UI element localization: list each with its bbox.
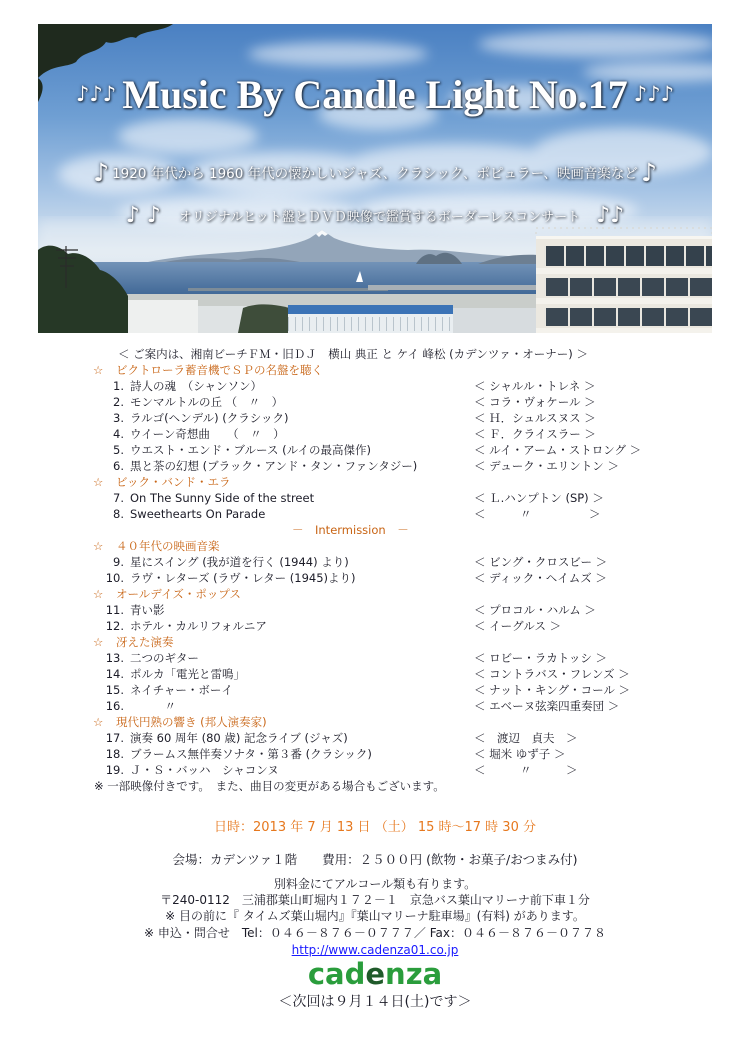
program-item [0, 746, 750, 762]
item-title: 演奏 60 周年 (80 歳) 記念ライブ (ジャズ) [130, 731, 348, 745]
section-heading [0, 474, 750, 490]
section-heading [0, 538, 750, 554]
item-title: 星にスイング (我が道を行く (1944) より) [130, 555, 349, 569]
item-artist: ＜ ディック・ヘイムズ ＞ [474, 571, 607, 585]
item-title: On The Sunny Side of the street [130, 491, 315, 505]
star-icon: ☆ [93, 363, 104, 377]
music-notes-icon: ♪ ♪ [125, 202, 161, 228]
logo-text-part: cad [307, 957, 366, 991]
music-notes-icon: ♪♪ [596, 202, 625, 228]
program-item [0, 426, 750, 442]
intermission-label: － Intermission － [292, 523, 409, 537]
program-item [0, 490, 750, 506]
item-title: ネイチャー・ボーイ [130, 683, 233, 697]
item-number: 6. [113, 459, 124, 473]
section-heading [0, 634, 750, 650]
item-number: 17. [105, 731, 124, 745]
item-number: 3. [113, 411, 124, 425]
event-alcohol-note: 別料金にてアルコール類も有ります。 [273, 877, 477, 891]
item-artist: ＜ Ｆ．クライスラー ＞ [474, 427, 596, 441]
program-item [0, 506, 750, 522]
item-number: 19. [105, 763, 124, 777]
music-note-icon: ♪ [640, 157, 657, 187]
program-item [0, 394, 750, 410]
item-title: ホテル・カルリフォルニア [130, 619, 267, 633]
logo-text-accent: e [365, 957, 386, 991]
event-venue-fee: 会場：カデンツァ１階 費用：２５００円 (飲物・お菓子/おつまみ付) [172, 852, 578, 867]
event-contact: ※ 申込・問合せ Tel：０４６－８７６－０７７７／ Fax：０４６－８７６－０７７８ [144, 926, 606, 940]
item-artist: ＜ デューク・エリントン ＞ [474, 459, 619, 473]
item-title: Ｊ・Ｓ・バッハ シャコンヌ [130, 763, 279, 777]
program-item [0, 650, 750, 666]
title-row [38, 68, 712, 120]
program-item [0, 570, 750, 586]
item-title: ウイーン奇想曲 （ 〃 ） [130, 427, 285, 441]
program-item [0, 410, 750, 426]
subtitle-line-2 [38, 201, 712, 229]
music-notes-icon: ♪♪♪ [633, 82, 675, 106]
item-title: 青い影 [130, 603, 165, 617]
star-icon: ☆ [93, 475, 104, 489]
section-heading [0, 586, 750, 602]
item-artist: ＜ コラ・ヴォケール ＞ [474, 395, 596, 409]
section-title: ビクトローラ蓄音機でＳＰの名盤を聴く [116, 363, 323, 377]
item-artist: ＜ ビング・クロスビー ＞ [474, 555, 608, 569]
item-number: 14. [105, 667, 124, 681]
event-address: 〒240-0112 三浦郡葉山町堀内１７２－１ 京急バス葉山マリーナ前下車１分 [160, 893, 590, 907]
event-date: 日時：2013 年 7 月 13 日 （土） 15 時～17 時 30 分 [214, 820, 536, 835]
item-number: 9. [113, 555, 124, 569]
subtitle-text: オリジナルヒット盤とＤＶＤ映像で鑑賞するボーダーレスコンサート [178, 209, 581, 225]
item-title: ラルゴ(ヘンデル) (クラシック) [130, 411, 289, 425]
program-item [0, 666, 750, 682]
logo-text-part: nza [385, 957, 443, 991]
item-artist: ＜ 〃 ＞ [474, 763, 578, 777]
item-number: 5. [113, 443, 124, 457]
item-number: 16. [105, 699, 124, 713]
item-number: 1. [113, 379, 124, 393]
item-artist: ＜ イーグルス ＞ [474, 619, 562, 633]
website-row [0, 942, 750, 958]
section-heading [0, 362, 750, 378]
item-artist: ＜ シャルル・トレネ ＞ [474, 379, 596, 393]
program-intro [0, 346, 750, 362]
section-heading [0, 714, 750, 730]
item-number: 11. [105, 603, 124, 617]
star-icon: ☆ [93, 715, 104, 729]
section-title: ４０年代の映画音楽 [116, 539, 220, 553]
section-title: オールデイズ・ポップス [116, 587, 241, 601]
intermission [0, 522, 750, 538]
item-number: 4. [113, 427, 124, 441]
program-note [0, 778, 750, 794]
item-artist: ＜ Ｌ.ハンプトン (SP) ＞ [474, 491, 604, 505]
next-event: ＜次回は９月１４日(土)です＞ [278, 994, 472, 1010]
item-artist: ＜ 〃 ＞ [474, 507, 601, 521]
building [536, 228, 712, 333]
note-text: ※ 一部映像付きです。 また、曲目の変更がある場合もございます。 [94, 779, 445, 793]
item-title: 黒と茶の幻想 (ブラック・アンド・タン・ファンタジー) [130, 459, 418, 473]
program-item [0, 618, 750, 634]
item-number: 2. [113, 395, 124, 409]
cadenza-logo [0, 958, 750, 990]
item-number: 18. [105, 747, 124, 761]
item-number: 8. [113, 507, 124, 521]
music-note-icon: ♪ [93, 157, 110, 187]
item-title: ラヴ・レターズ (ラヴ・レター (1945)より) [130, 571, 356, 585]
item-artist: ＜ コントラバス・フレンズ ＞ [474, 667, 630, 681]
item-artist: ＜ ナット・キング・コール ＞ [474, 683, 631, 697]
item-title: ブラームス無伴奏ソナタ・第３番 (クラシック) [130, 747, 372, 761]
section-title: ビック・バンド・エラ [116, 475, 231, 489]
intro-text: ＜ ご案内は、湘南ビーチＦＭ・旧ＤＪ 横山 典正 と ケイ 峰松 (カデンツァ・オーナー) ＞ [118, 347, 588, 361]
item-title: ポルカ「電光と雷鳴」 [130, 667, 245, 681]
page-title: Music By Candle Light No.17 [122, 71, 628, 117]
subtitle-text: 1920 年代から 1960 年代の懐かしいジャズ、クラシック、ポピュラー、映画音楽など [112, 166, 638, 182]
star-icon: ☆ [93, 635, 104, 649]
star-icon: ☆ [93, 539, 104, 553]
item-artist: ＜ ルイ・アーム・ストロング ＞ [474, 443, 642, 457]
event-parking: ※ 目の前に『 タイムズ葉山堀内』『葉山マリーナ駐車場』(有料) があります。 [165, 909, 585, 923]
item-number: 13. [105, 651, 124, 665]
program-item [0, 682, 750, 698]
item-artist: ＜ 渡辺 貞夫 ＞ [474, 731, 578, 745]
program-item [0, 762, 750, 778]
program-item [0, 698, 750, 714]
item-number: 12. [105, 619, 124, 633]
section-title: 現代円熟の響き (邦人演奏家) [116, 715, 267, 729]
item-artist: ＜ エベーヌ弦楽四重奏団 ＞ [474, 699, 620, 713]
item-number: 7. [113, 491, 124, 505]
music-notes-icon: ♪♪♪ [75, 82, 117, 106]
item-artist: ＜ 堀米 ゆず子 ＞ [474, 747, 566, 761]
item-title: 詩人の魂 （シャンソン） [130, 379, 263, 393]
subtitle-line-1 [38, 158, 712, 186]
program-item [0, 442, 750, 458]
item-title: 二つのギター [130, 651, 199, 665]
program-item [0, 458, 750, 474]
website-link[interactable]: http://www.cadenza01.co.jp [291, 943, 459, 957]
item-artist: ＜ Ｈ．シュルスヌス ＞ [474, 411, 596, 425]
program-item [0, 602, 750, 618]
item-title: Sweethearts On Parade [130, 507, 266, 521]
item-title: 〃 [130, 699, 176, 713]
item-artist: ＜ ロビー・ラカトッシ ＞ [474, 651, 608, 665]
program-item [0, 730, 750, 746]
item-title: モンマルトルの丘 （ 〃 ） [130, 395, 284, 409]
item-number: 10. [105, 571, 124, 585]
item-number: 15. [105, 683, 124, 697]
star-icon: ☆ [93, 587, 104, 601]
item-artist: ＜ プロコル・ハルム ＞ [474, 603, 596, 617]
breakwater [368, 285, 538, 290]
item-title: ウエスト・エンド・ブルース (ルイの最高傑作) [130, 443, 372, 457]
section-title: 冴えた演奏 [116, 635, 174, 649]
program-item [0, 378, 750, 394]
program-item [0, 554, 750, 570]
